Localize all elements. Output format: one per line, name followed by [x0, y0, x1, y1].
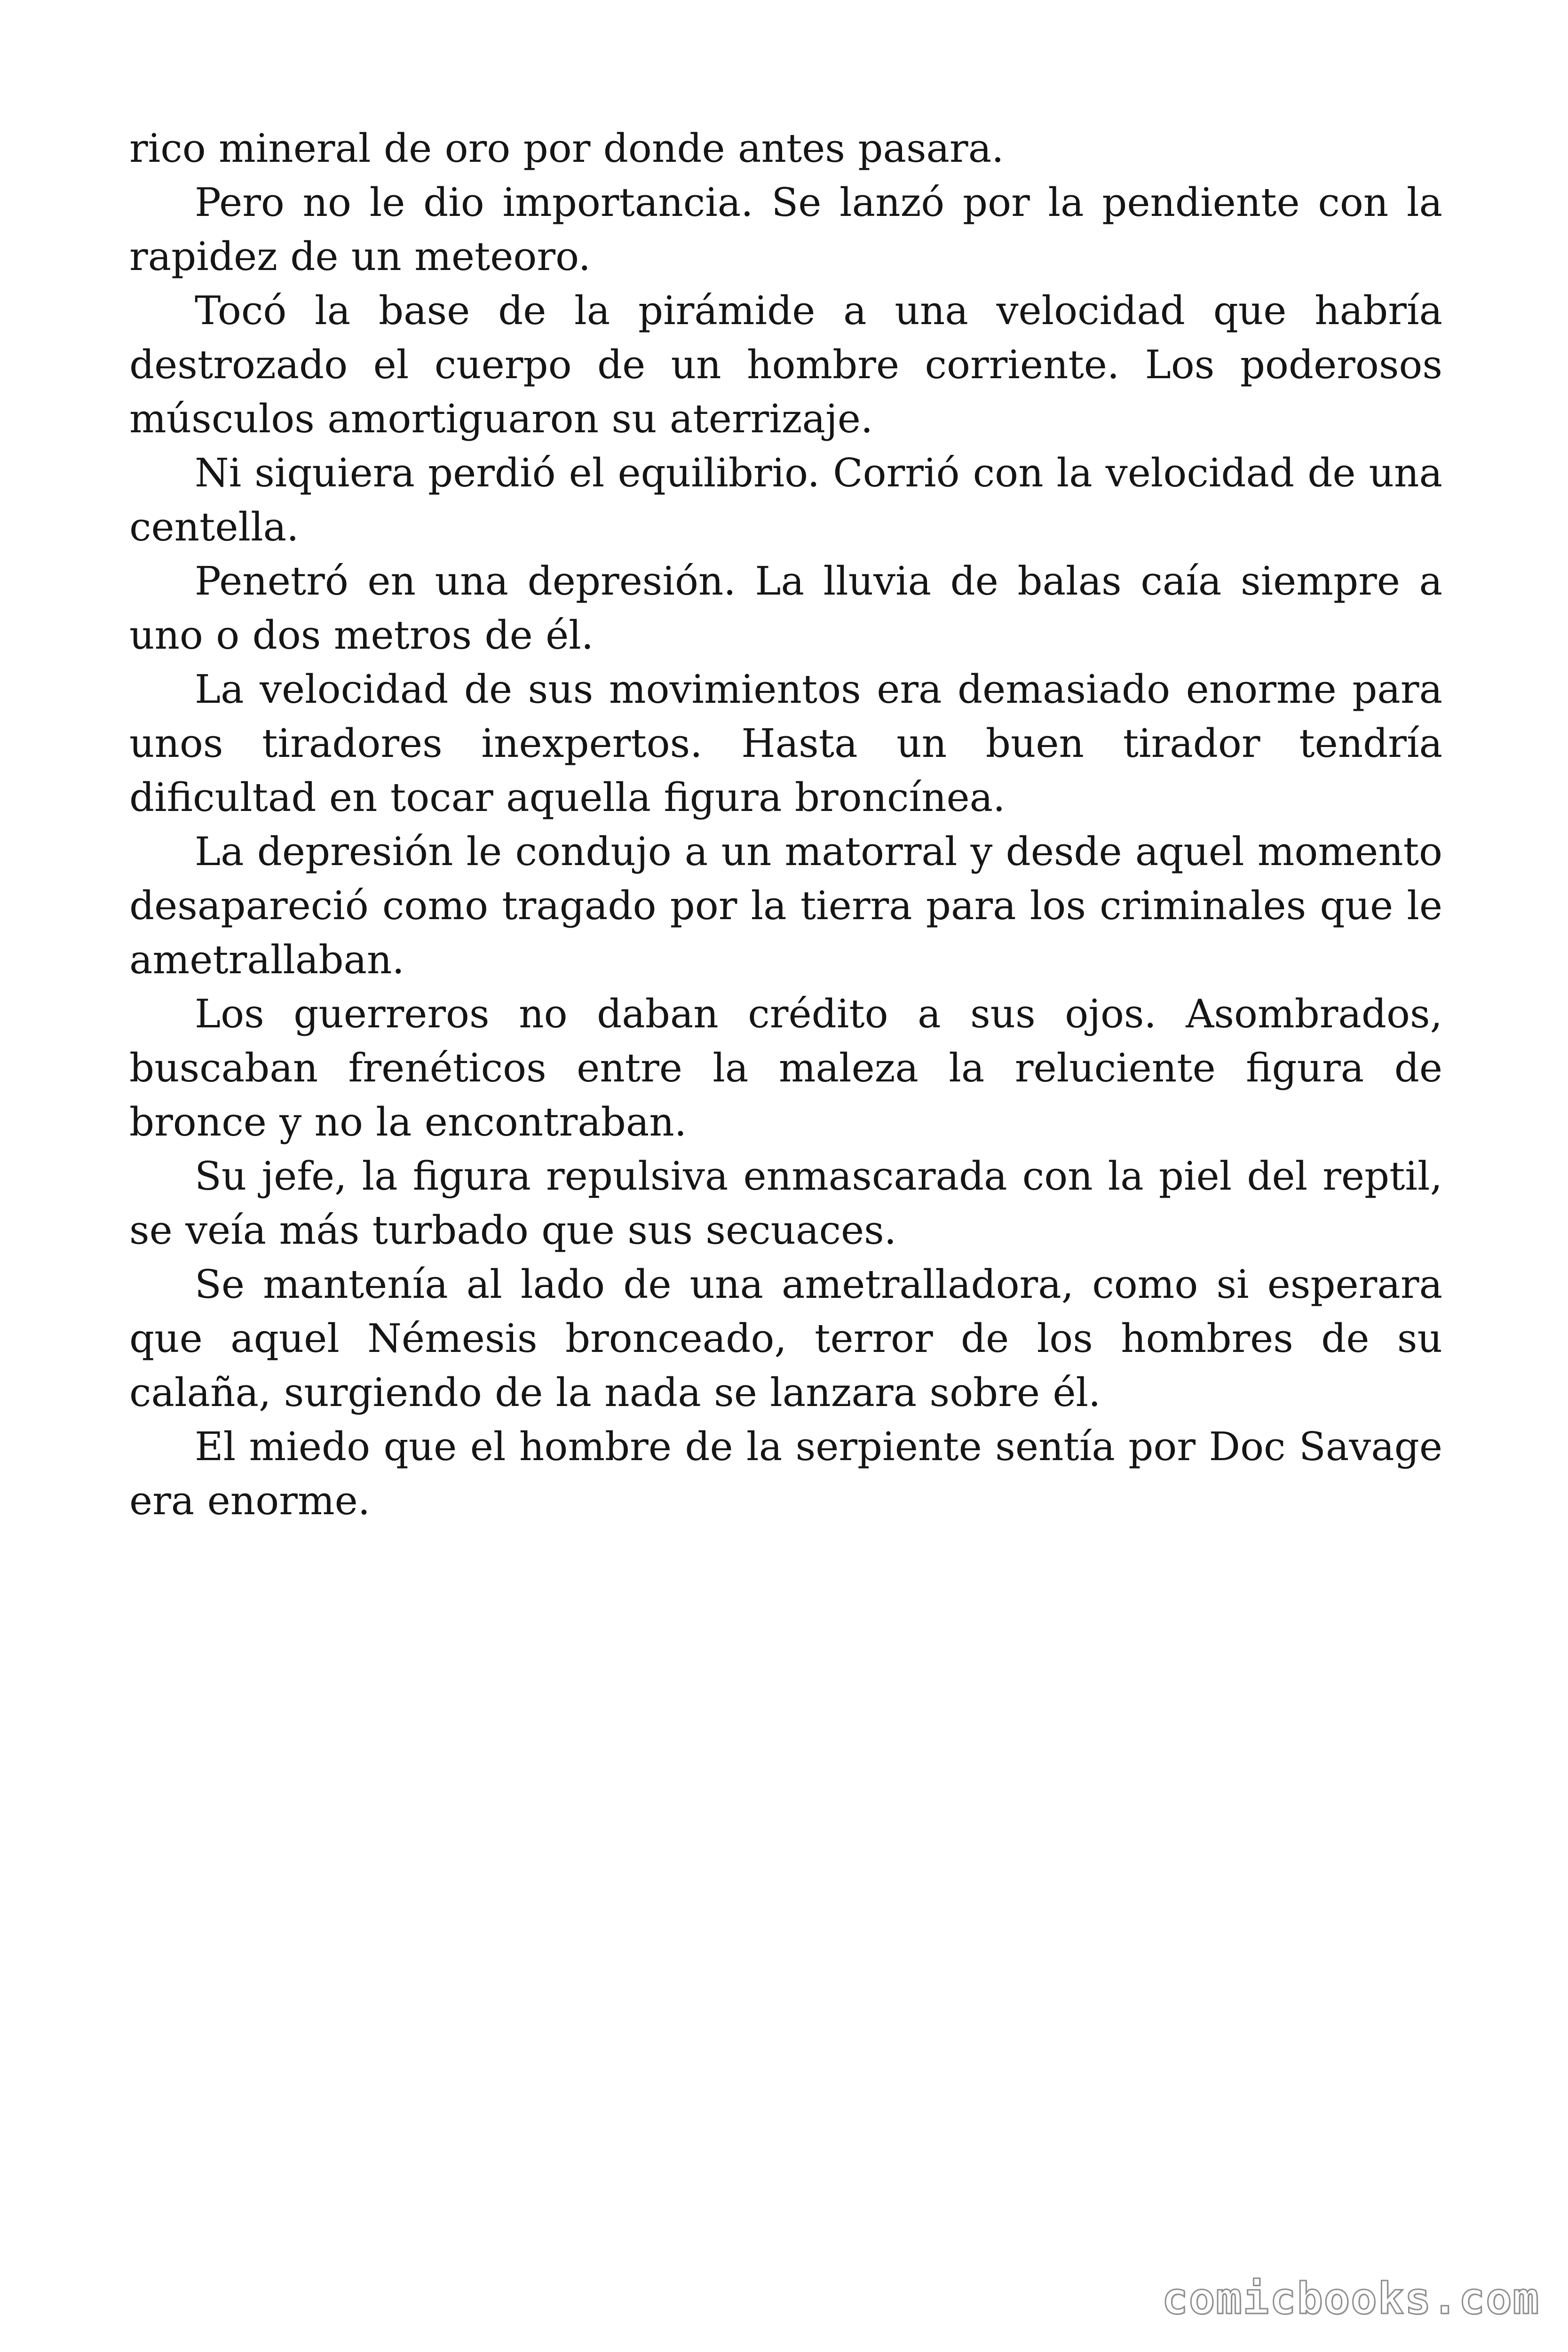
- paragraph: Tocó la base de la pirámide a una velocidad que habría destrozado el cuerpo de un hombre corriente. Los poderosos músculos amortiguaron su aterrizaje.: [129, 288, 1442, 442]
- paragraph-continued: rico mineral de oro por donde antes pasara.: [129, 126, 1004, 171]
- paragraph: Se mantenía al lado de una ametralladora, como si esperara que aquel Némesis bronceado, terror de los hombres de su calaña, surgiendo de la nada se lanzara sobre él.: [129, 1262, 1442, 1415]
- paragraph: Ni siquiera perdió el equilibrio. Corrió con la velocidad de una centella.: [129, 450, 1442, 550]
- watermark: comicbooks.com: [1162, 2273, 1540, 2324]
- paragraph: Su jefe, la figura repulsiva enmascarada con la piel del reptil, se veía más turbado que sus secuaces.: [129, 1153, 1442, 1253]
- paragraph: Pero no le dio importancia. Se lanzó por la pendiente con la rapidez de un meteoro.: [129, 180, 1442, 279]
- paragraph: Penetró en una depresión. La lluvia de balas caía siempre a uno o dos metros de él.: [129, 558, 1442, 658]
- paragraph: Los guerreros no daban crédito a sus ojos. Asombrados, buscaban frenéticos entre la maleza la reluciente figura de bronce y no la encontraban.: [129, 991, 1442, 1145]
- paragraph: La velocidad de sus movimientos era demasiado enorme para unos tiradores inexpertos. Hasta un buen tirador tendría dificultad en tocar aquella figura broncínea.: [129, 667, 1442, 820]
- paragraph: La depresión le condujo a un matorral y desde aquel momento desapareció como tragado por la tierra para los criminales que le ametrallaban.: [129, 829, 1442, 983]
- paragraph: El miedo que el hombre de la serpiente sentía por Doc Savage era enorme.: [129, 1424, 1442, 1524]
- book-page-body: [129, 121, 1442, 1528]
